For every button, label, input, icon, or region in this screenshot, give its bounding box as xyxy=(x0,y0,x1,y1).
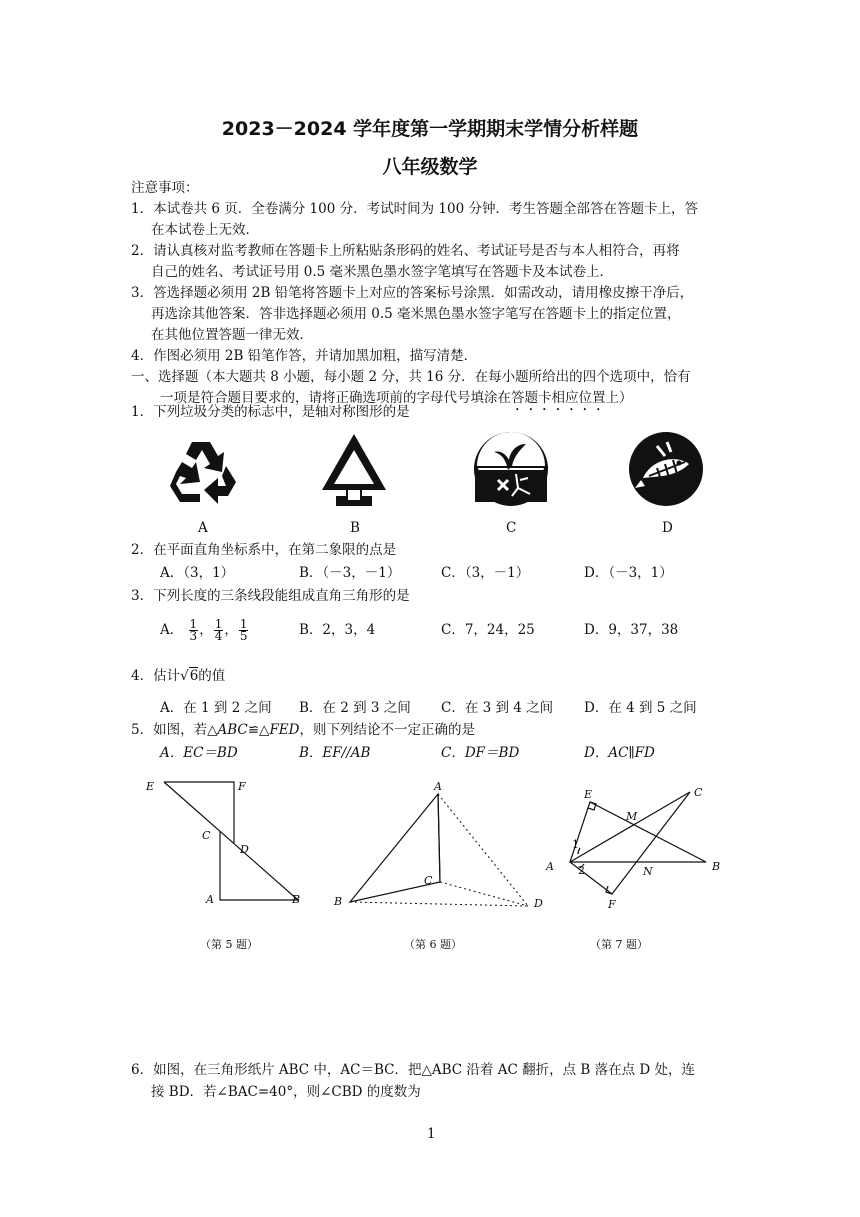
triangle-fed: FED xyxy=(269,722,300,738)
q3-option-a: A． $\frac{1}{3}$ ， $\frac{1}{4}$ ， $\frac{1}{5}$ xyxy=(160,617,248,643)
notice-3-line-2: 再选涂其他答案．答非选择题必须用 0.5 毫米黑色墨水签字笔写在答题卡上的指定位置， xyxy=(151,306,681,322)
fig7-label-angle-2: 2 xyxy=(578,864,585,877)
notice-3-line-3: 在其他位置答题一律无效． xyxy=(151,327,313,343)
q3-option-b: B．2，3，4 xyxy=(299,622,376,638)
q3-option-d: D．9，37，38 xyxy=(584,622,679,638)
fig5-label-f: F xyxy=(238,780,246,793)
triangle-abc: ABC xyxy=(217,722,248,738)
figure-6 xyxy=(330,778,550,913)
q5-stem-post: ，则下列结论不一定正确的是 xyxy=(299,722,475,738)
fig6-label-b: B xyxy=(334,895,343,908)
fig7-label-n: N xyxy=(643,865,653,878)
section-1-line-2-pre: 一项是符合题目要求的，请将正确选项前的字母代号填涂在 xyxy=(160,390,511,406)
recycle-icon xyxy=(166,432,242,508)
q5-stem-pre: 5．如图，若△ xyxy=(131,722,218,738)
fig7-label-e: E xyxy=(584,788,593,801)
sqrt-sign: √ xyxy=(180,668,189,684)
notice-2-line-2: 自己的姓名、考试证号用 0.5 毫米黑色墨水签字笔填写在答题卡及本试卷上． xyxy=(151,264,614,280)
page-number: 1 xyxy=(427,1126,436,1142)
fig7-label-f: F xyxy=(608,898,616,911)
fig5-label-e: E xyxy=(146,780,155,793)
fraction-numerator: 1 xyxy=(214,617,223,631)
sqrt-radicand: 6 xyxy=(189,668,199,684)
q4-option-d: D．在 4 到 5 之间 xyxy=(584,700,697,716)
q5-option-a: A．EC＝BD xyxy=(160,745,238,761)
q2-stem: 2．在平面直角坐标系中，在第二象限的点是 xyxy=(131,542,397,558)
section-1-line-1: 一、选择题（本大题共 8 小题，每小题 2 分，共 16 分．在每小题所给出的四个选项中，恰有 xyxy=(131,369,691,385)
fig6-caption: （第 6 题） xyxy=(404,938,462,951)
q5-option-d: D．AC∥FD xyxy=(584,745,655,761)
q3-option-a-label: A． xyxy=(160,622,184,638)
notice-4-line-1: 4．作图必须用 2B 铅笔作答，并请加黑加粗，描写清楚． xyxy=(131,348,478,364)
fig5-caption: （第 5 题） xyxy=(200,938,258,951)
notice-2-line-1: 2．请认真核对监考教师在答题卡上所粘贴条形码的姓名、考试证号是否与本人相符合，再将 xyxy=(131,243,680,259)
fig6-label-d: D xyxy=(534,897,543,910)
q1-label-a: A xyxy=(198,520,208,536)
q1-label-c: C xyxy=(506,520,517,536)
fraction-denominator: 4 xyxy=(214,629,223,643)
figure-5 xyxy=(140,775,310,915)
q2-option-a: A．（3，1） xyxy=(160,565,235,581)
q4-option-a: A．在 1 到 2 之间 xyxy=(160,700,272,716)
exam-title: 2023－2024 学年度第一学期期末学情分析样题 xyxy=(221,118,639,140)
fraction-denominator: 3 xyxy=(189,629,198,643)
notice-heading: 注意事项： xyxy=(131,180,199,196)
q4-stem-post: 的值 xyxy=(198,668,226,684)
fraction-numerator: 1 xyxy=(239,617,248,631)
q2-option-c: C．（3，－1） xyxy=(441,565,530,581)
q4-stem xyxy=(131,666,225,687)
fig5-label-b: B xyxy=(292,893,301,906)
q3-option-c: C．7，24，25 xyxy=(441,622,535,638)
notice-3-line-1: 3．答选择题必须用 2B 铅笔将答题卡上对应的答案标号涂黑．如需改动，请用橡皮擦干净后， xyxy=(131,285,694,301)
q6-line-2: 接 BD．若∠BAC=40°，则∠CBD 的度数为 xyxy=(151,1084,421,1100)
fraction-one-fourth xyxy=(214,619,224,642)
fishbone-icon xyxy=(627,430,705,508)
hazardous-waste-icon xyxy=(318,430,390,510)
q2-option-b: B．（－3，－1） xyxy=(299,565,401,581)
notice-1-line-2: 在本试卷上无效． xyxy=(151,222,259,238)
fig6-label-c: C xyxy=(424,874,433,887)
fraction-numerator: 1 xyxy=(189,617,198,631)
figure-7 xyxy=(540,782,730,922)
section-1-line-2-post: 上） xyxy=(605,390,633,406)
fig7-caption: （第 7 题） xyxy=(590,938,648,951)
answer-sheet-emphasis: 答题卡相应位置 xyxy=(511,390,606,406)
q4-stem-pre: 4．估计 xyxy=(131,668,181,684)
q1-stem: 1．下列垃圾分类的标志中，是轴对称图形的是 xyxy=(131,404,410,420)
q2-option-d: D．（－3，1） xyxy=(584,565,673,581)
q6-line-1: 6．如图，在三角形纸片 ABC 中，AC＝BC．把△ABC 沿着 AC 翻折，点 B 落在点 D 处，连 xyxy=(131,1062,695,1078)
fraction-denominator: 5 xyxy=(239,629,248,643)
q5-option-c: C．DF＝BD xyxy=(441,745,520,761)
q1-label-d: D xyxy=(662,520,673,536)
q4-option-c: C．在 3 到 4 之间 xyxy=(441,700,554,716)
fig5-label-d: D xyxy=(240,843,249,856)
fraction-one-fifth xyxy=(239,619,249,642)
q4-option-b: B．在 2 到 3 之间 xyxy=(299,700,411,716)
notice-1-line-1: 1．本试卷共 6 页．全卷满分 100 分．考试时间为 100 分钟．考生答题全部答在答题卡上，答 xyxy=(131,201,698,217)
fig5-label-c: C xyxy=(202,829,211,842)
q5-option-b: B．EF//AB xyxy=(299,745,371,761)
fig7-label-a: A xyxy=(546,860,554,873)
kitchen-waste-icon xyxy=(472,430,550,508)
fraction-one-third xyxy=(189,619,199,642)
fig7-label-angle-1: 1 xyxy=(572,838,579,851)
fig7-label-m: M xyxy=(626,810,638,823)
q3-stem: 3．下列长度的三条线段能组成直角三角形的是 xyxy=(131,588,410,604)
fig7-label-c: C xyxy=(694,786,703,799)
exam-subtitle: 八年级数学 xyxy=(382,156,478,178)
congruent-sign: ≌△ xyxy=(247,722,270,738)
fig7-label-b: B xyxy=(712,860,721,873)
fig5-label-a: A xyxy=(206,893,214,906)
q5-stem xyxy=(131,720,475,741)
q1-label-b: B xyxy=(350,520,360,536)
fig6-label-a: A xyxy=(434,780,442,793)
